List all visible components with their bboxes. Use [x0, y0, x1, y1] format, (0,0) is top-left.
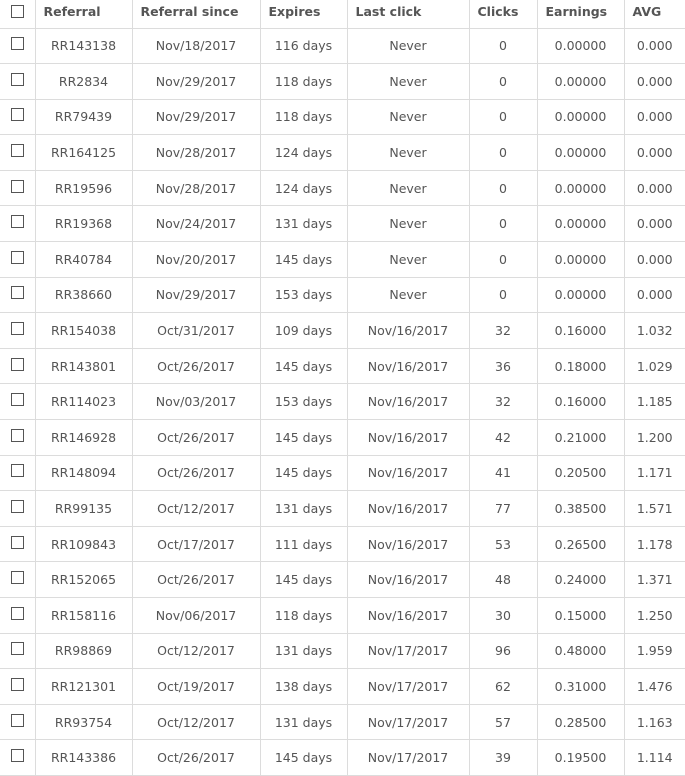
referral-cell: RR99135	[35, 491, 132, 527]
clicks-cell: 0	[469, 206, 537, 242]
expires-cell: 116 days	[260, 28, 347, 64]
expires-cell: 131 days	[260, 491, 347, 527]
expires-cell: 145 days	[260, 348, 347, 384]
row-checkbox[interactable]	[11, 358, 24, 371]
last-click-cell: Nov/16/2017	[347, 348, 469, 384]
referral-cell: RR143801	[35, 348, 132, 384]
row-select-cell	[0, 206, 35, 242]
row-select-cell	[0, 170, 35, 206]
row-select-cell	[0, 455, 35, 491]
table-row	[0, 28, 685, 64]
clicks-cell: 39	[469, 740, 537, 776]
table-row	[0, 277, 685, 313]
clicks-cell: 0	[469, 28, 537, 64]
earnings-cell: 0.00000	[537, 64, 624, 100]
clicks-cell: 0	[469, 277, 537, 313]
avg-cell: 1.163	[624, 704, 685, 740]
referral-cell: RR152065	[35, 562, 132, 598]
table-row	[0, 170, 685, 206]
earnings-cell: 0.38500	[537, 491, 624, 527]
table-body	[0, 28, 685, 775]
row-select-cell	[0, 348, 35, 384]
last-click-cell: Nov/16/2017	[347, 420, 469, 456]
clicks-cell: 42	[469, 420, 537, 456]
row-select-cell	[0, 242, 35, 278]
table-row	[0, 135, 685, 171]
referral-since-cell: Nov/29/2017	[132, 277, 260, 313]
table-row	[0, 420, 685, 456]
avg-cell: 1.032	[624, 313, 685, 349]
earnings-cell: 0.20500	[537, 455, 624, 491]
header-referral-since[interactable]: Referral since	[132, 0, 260, 28]
referral-cell: RR93754	[35, 704, 132, 740]
row-checkbox[interactable]	[11, 108, 24, 121]
table-row	[0, 526, 685, 562]
header-row	[0, 0, 685, 28]
avg-cell: 0.000	[624, 170, 685, 206]
referral-since-cell: Nov/24/2017	[132, 206, 260, 242]
clicks-cell: 41	[469, 455, 537, 491]
row-checkbox[interactable]	[11, 144, 24, 157]
expires-cell: 131 days	[260, 633, 347, 669]
row-select-cell	[0, 420, 35, 456]
last-click-cell: Nov/17/2017	[347, 669, 469, 705]
select-all-cell	[0, 0, 35, 28]
clicks-cell: 32	[469, 384, 537, 420]
row-select-cell	[0, 740, 35, 776]
row-checkbox[interactable]	[11, 714, 24, 727]
header-expires[interactable]: Expires	[260, 0, 347, 28]
expires-cell: 109 days	[260, 313, 347, 349]
row-select-cell	[0, 64, 35, 100]
row-checkbox[interactable]	[11, 180, 24, 193]
row-select-cell	[0, 704, 35, 740]
referral-since-cell: Oct/12/2017	[132, 633, 260, 669]
clicks-cell: 96	[469, 633, 537, 669]
expires-cell: 118 days	[260, 99, 347, 135]
earnings-cell: 0.31000	[537, 669, 624, 705]
row-checkbox[interactable]	[11, 464, 24, 477]
expires-cell: 131 days	[260, 206, 347, 242]
earnings-cell: 0.48000	[537, 633, 624, 669]
last-click-cell: Nov/16/2017	[347, 313, 469, 349]
row-select-cell	[0, 669, 35, 705]
row-select-cell	[0, 598, 35, 634]
last-click-cell: Never	[347, 170, 469, 206]
last-click-cell: Nov/17/2017	[347, 704, 469, 740]
earnings-cell: 0.00000	[537, 170, 624, 206]
referral-cell: RR143138	[35, 28, 132, 64]
table-row	[0, 348, 685, 384]
row-checkbox[interactable]	[11, 286, 24, 299]
referral-cell: RR38660	[35, 277, 132, 313]
avg-cell: 0.000	[624, 28, 685, 64]
clicks-cell: 0	[469, 64, 537, 100]
referral-cell: RR98869	[35, 633, 132, 669]
avg-cell: 1.959	[624, 633, 685, 669]
expires-cell: 145 days	[260, 242, 347, 278]
expires-cell: 145 days	[260, 420, 347, 456]
expires-cell: 138 days	[260, 669, 347, 705]
referral-since-cell: Oct/26/2017	[132, 740, 260, 776]
avg-cell: 0.000	[624, 206, 685, 242]
referral-since-cell: Nov/18/2017	[132, 28, 260, 64]
earnings-cell: 0.00000	[537, 28, 624, 64]
expires-cell: 124 days	[260, 170, 347, 206]
expires-cell: 153 days	[260, 384, 347, 420]
referral-cell: RR19596	[35, 170, 132, 206]
referral-since-cell: Oct/31/2017	[132, 313, 260, 349]
table-row	[0, 633, 685, 669]
header-avg[interactable]: AVG	[624, 0, 685, 28]
table-row	[0, 491, 685, 527]
table-row	[0, 313, 685, 349]
referral-since-cell: Oct/12/2017	[132, 491, 260, 527]
expires-cell: 145 days	[260, 455, 347, 491]
last-click-cell: Nov/17/2017	[347, 740, 469, 776]
header-referral[interactable]: Referral	[35, 0, 132, 28]
row-select-cell	[0, 633, 35, 669]
table-row	[0, 99, 685, 135]
referral-cell: RR154038	[35, 313, 132, 349]
last-click-cell: Never	[347, 135, 469, 171]
referral-cell: RR109843	[35, 526, 132, 562]
referral-since-cell: Oct/26/2017	[132, 420, 260, 456]
last-click-cell: Nov/17/2017	[347, 633, 469, 669]
last-click-cell: Never	[347, 277, 469, 313]
referral-since-cell: Oct/12/2017	[132, 704, 260, 740]
earnings-cell: 0.00000	[537, 206, 624, 242]
table-row	[0, 206, 685, 242]
referral-since-cell: Nov/28/2017	[132, 170, 260, 206]
last-click-cell: Nov/16/2017	[347, 384, 469, 420]
referral-cell: RR114023	[35, 384, 132, 420]
earnings-cell: 0.00000	[537, 99, 624, 135]
table-row	[0, 384, 685, 420]
referral-since-cell: Nov/20/2017	[132, 242, 260, 278]
earnings-cell: 0.16000	[537, 384, 624, 420]
table-row	[0, 562, 685, 598]
referral-since-cell: Nov/29/2017	[132, 64, 260, 100]
row-select-cell	[0, 135, 35, 171]
clicks-cell: 0	[469, 170, 537, 206]
last-click-cell: Nov/16/2017	[347, 598, 469, 634]
referral-since-cell: Oct/26/2017	[132, 348, 260, 384]
clicks-cell: 36	[469, 348, 537, 384]
row-select-cell	[0, 277, 35, 313]
earnings-cell: 0.24000	[537, 562, 624, 598]
avg-cell: 0.000	[624, 277, 685, 313]
referral-cell: RR158116	[35, 598, 132, 634]
row-checkbox[interactable]	[11, 37, 24, 50]
last-click-cell: Never	[347, 242, 469, 278]
referral-since-cell: Oct/26/2017	[132, 455, 260, 491]
referral-cell: RR121301	[35, 669, 132, 705]
referral-cell: RR40784	[35, 242, 132, 278]
earnings-cell: 0.18000	[537, 348, 624, 384]
row-checkbox[interactable]	[11, 322, 24, 335]
clicks-cell: 0	[469, 135, 537, 171]
table-row	[0, 598, 685, 634]
referral-since-cell: Nov/29/2017	[132, 99, 260, 135]
referral-cell: RR19368	[35, 206, 132, 242]
table-row	[0, 740, 685, 776]
last-click-cell: Never	[347, 28, 469, 64]
earnings-cell: 0.21000	[537, 420, 624, 456]
earnings-cell: 0.26500	[537, 526, 624, 562]
referral-since-cell: Nov/03/2017	[132, 384, 260, 420]
avg-cell: 0.000	[624, 64, 685, 100]
avg-cell: 1.171	[624, 455, 685, 491]
row-checkbox[interactable]	[11, 607, 24, 620]
referral-cell: RR2834	[35, 64, 132, 100]
clicks-cell: 32	[469, 313, 537, 349]
select-all-checkbox[interactable]	[11, 5, 24, 18]
header-earnings[interactable]: Earnings	[537, 0, 624, 28]
expires-cell: 153 days	[260, 277, 347, 313]
row-checkbox[interactable]	[11, 215, 24, 228]
avg-cell: 1.571	[624, 491, 685, 527]
clicks-cell: 57	[469, 704, 537, 740]
row-checkbox[interactable]	[11, 642, 24, 655]
referral-cell: RR146928	[35, 420, 132, 456]
last-click-cell: Never	[347, 64, 469, 100]
clicks-cell: 77	[469, 491, 537, 527]
expires-cell: 111 days	[260, 526, 347, 562]
row-checkbox[interactable]	[11, 251, 24, 264]
referral-since-cell: Oct/26/2017	[132, 562, 260, 598]
clicks-cell: 62	[469, 669, 537, 705]
row-checkbox[interactable]	[11, 571, 24, 584]
header-last-click[interactable]: Last click	[347, 0, 469, 28]
referral-since-cell: Nov/06/2017	[132, 598, 260, 634]
row-select-cell	[0, 99, 35, 135]
row-checkbox[interactable]	[11, 749, 24, 762]
referral-cell: RR143386	[35, 740, 132, 776]
table-row	[0, 704, 685, 740]
expires-cell: 118 days	[260, 598, 347, 634]
earnings-cell: 0.00000	[537, 135, 624, 171]
row-select-cell	[0, 562, 35, 598]
clicks-cell: 53	[469, 526, 537, 562]
row-select-cell	[0, 384, 35, 420]
earnings-cell: 0.15000	[537, 598, 624, 634]
header-clicks[interactable]: Clicks	[469, 0, 537, 28]
last-click-cell: Never	[347, 99, 469, 135]
expires-cell: 145 days	[260, 740, 347, 776]
row-checkbox[interactable]	[11, 73, 24, 86]
last-click-cell: Never	[347, 206, 469, 242]
last-click-cell: Nov/16/2017	[347, 526, 469, 562]
referral-cell: RR148094	[35, 455, 132, 491]
row-checkbox[interactable]	[11, 678, 24, 691]
avg-cell: 1.250	[624, 598, 685, 634]
last-click-cell: Nov/16/2017	[347, 455, 469, 491]
table-row	[0, 669, 685, 705]
avg-cell: 1.200	[624, 420, 685, 456]
earnings-cell: 0.19500	[537, 740, 624, 776]
avg-cell: 1.476	[624, 669, 685, 705]
earnings-cell: 0.28500	[537, 704, 624, 740]
avg-cell: 0.000	[624, 242, 685, 278]
expires-cell: 124 days	[260, 135, 347, 171]
row-select-cell	[0, 28, 35, 64]
row-checkbox[interactable]	[11, 500, 24, 513]
referral-cell: RR164125	[35, 135, 132, 171]
expires-cell: 145 days	[260, 562, 347, 598]
row-select-cell	[0, 491, 35, 527]
earnings-cell: 0.00000	[537, 242, 624, 278]
avg-cell: 1.114	[624, 740, 685, 776]
row-select-cell	[0, 313, 35, 349]
earnings-cell: 0.16000	[537, 313, 624, 349]
table-row	[0, 242, 685, 278]
row-checkbox[interactable]	[11, 393, 24, 406]
earnings-cell: 0.00000	[537, 277, 624, 313]
referral-since-cell: Nov/28/2017	[132, 135, 260, 171]
row-checkbox[interactable]	[11, 429, 24, 442]
clicks-cell: 0	[469, 242, 537, 278]
avg-cell: 1.371	[624, 562, 685, 598]
referral-since-cell: Oct/19/2017	[132, 669, 260, 705]
avg-cell: 1.029	[624, 348, 685, 384]
referral-cell: RR79439	[35, 99, 132, 135]
row-checkbox[interactable]	[11, 536, 24, 549]
avg-cell: 1.178	[624, 526, 685, 562]
clicks-cell: 0	[469, 99, 537, 135]
expires-cell: 131 days	[260, 704, 347, 740]
referral-since-cell: Oct/17/2017	[132, 526, 260, 562]
last-click-cell: Nov/16/2017	[347, 491, 469, 527]
expires-cell: 118 days	[260, 64, 347, 100]
table-row	[0, 455, 685, 491]
table-header	[0, 0, 685, 28]
table-row	[0, 64, 685, 100]
avg-cell: 0.000	[624, 99, 685, 135]
row-select-cell	[0, 526, 35, 562]
clicks-cell: 30	[469, 598, 537, 634]
avg-cell: 0.000	[624, 135, 685, 171]
last-click-cell: Nov/16/2017	[347, 562, 469, 598]
clicks-cell: 48	[469, 562, 537, 598]
avg-cell: 1.185	[624, 384, 685, 420]
